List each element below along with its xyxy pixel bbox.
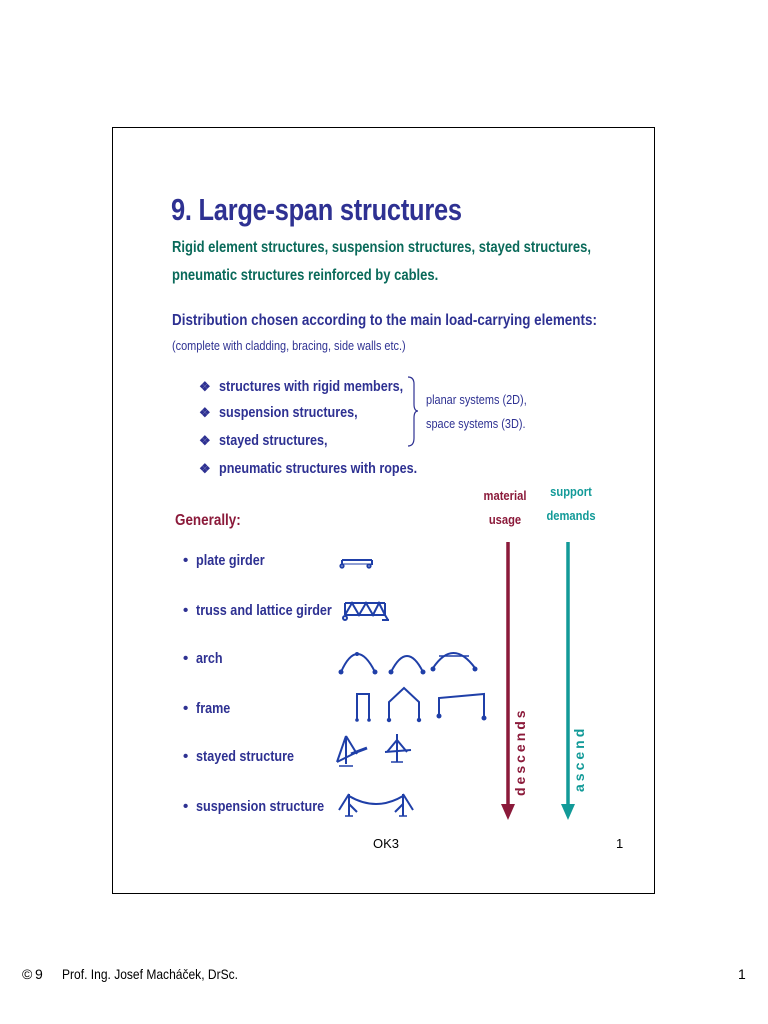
list-item: • plate girder (183, 552, 265, 569)
ascend-label: ascend (571, 725, 587, 792)
suspension-structure-icon (337, 788, 417, 822)
diamond-bullet-icon: ❖ (199, 379, 211, 394)
list-item: • truss and lattice girder (183, 602, 332, 619)
slide-title: 9. Large-span structures (171, 192, 462, 227)
generally-label: Generally: (175, 512, 241, 529)
stayed-structure-icon (331, 732, 421, 772)
structure-type-item: ❖ stayed structures, (199, 432, 328, 449)
subtitle-line-1: Rigid element structures, suspension structures, stayed structures, (172, 239, 591, 256)
distribution-heading: Distribution chosen according to the main load-carrying elements: (172, 312, 597, 329)
structure-type-item: ❖ suspension structures, (199, 404, 358, 421)
support-demands-header: support demands (546, 484, 596, 523)
list-item: • suspension structure (183, 798, 325, 815)
descends-label: descends (512, 707, 528, 796)
distribution-note: (complete with cladding, bracing, side walls etc.) (172, 338, 406, 353)
structure-type-item: ❖ structures with rigid members, (199, 378, 404, 395)
diamond-bullet-icon: ❖ (199, 433, 211, 448)
planar-systems-note: planar systems (2D), (426, 392, 527, 407)
slide-number: 1 (616, 836, 624, 851)
diamond-bullet-icon: ❖ (199, 461, 211, 476)
copyright-symbol: © (22, 966, 33, 982)
space-systems-note: space systems (3D). (426, 416, 526, 431)
material-usage-header: material usage (483, 488, 527, 527)
truss-girder-icon (341, 598, 391, 624)
plate-girder-icon (339, 554, 375, 570)
curly-brace-icon (405, 376, 419, 448)
copyright-number: 9 (35, 966, 43, 982)
slide-footer-code: OK3 (373, 836, 400, 851)
diamond-bullet-icon: ❖ (199, 405, 211, 420)
list-item: • arch (183, 650, 223, 667)
frame-icon (349, 684, 489, 724)
arch-icon (335, 638, 485, 678)
author-name: Prof. Ing. Josef Macháček, DrSc. (62, 966, 238, 982)
subtitle-line-2: pneumatic structures reinforced by cables. (172, 267, 439, 284)
slide-frame (112, 127, 655, 894)
page-number: 1 (738, 966, 746, 982)
list-item: • stayed structure (183, 748, 295, 765)
structure-type-item: ❖ pneumatic structures with ropes. (199, 460, 418, 477)
list-item: • frame (183, 700, 231, 717)
